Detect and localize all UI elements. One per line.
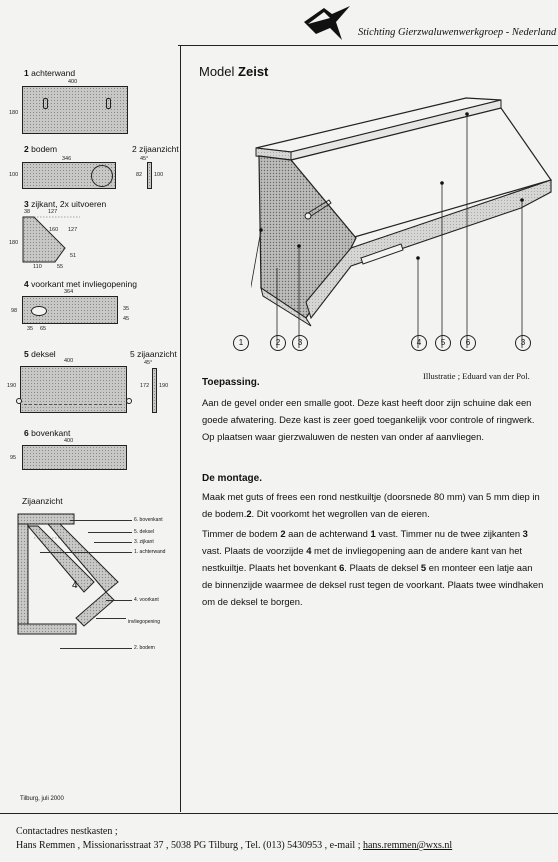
callout-1: 1 (233, 335, 249, 351)
header-rule (178, 45, 558, 46)
entrance-hole (31, 306, 47, 316)
part-5-side-view (152, 368, 157, 413)
part-6-dim-height: 95 (10, 455, 17, 461)
part-4-dim-side-b: 45 (123, 316, 130, 322)
montage-title: De montage. (202, 473, 263, 484)
part-5-side-title: 5 zijaanzicht (130, 349, 177, 359)
side-label-invliegopening: invliegopening (128, 619, 160, 625)
side-label-bovenkant: 6. bovenkant (134, 517, 163, 523)
part-2-dim-width: 346 (62, 156, 72, 162)
part-4-dim-bottom-b: 65 (40, 326, 47, 332)
side-label-bodem: 2. bodem (134, 645, 155, 651)
part-4-title: 4 voorkant met invliegopening (24, 279, 137, 289)
part-5-pin-right (126, 398, 132, 404)
model-title: Model Zeist (199, 64, 269, 79)
part-4-dim-bottom-a: 35 (27, 326, 34, 332)
swift-bird-logo (302, 4, 354, 44)
part-5-dim-width: 400 (64, 358, 74, 364)
footer-rule (0, 813, 558, 814)
part-4-dim-height: 98 (11, 308, 18, 314)
callout-6: 6 (460, 335, 476, 351)
part-3-dim-c: 180 (9, 240, 19, 246)
part-5-dim-height: 190 (7, 383, 17, 389)
part-2-side-angle: 45° (140, 156, 149, 162)
part-6-title: 6 bovenkant (24, 428, 71, 438)
side-label-achterwand: 1. achterwand (134, 549, 166, 555)
left-panel (0, 50, 180, 810)
side-label-zijkant: 3. zijkant (134, 539, 154, 545)
side-label-voorkant: 4. voorkant (134, 597, 159, 603)
part-3-dim-b: 127 (48, 209, 58, 215)
part-2-side-dim-a: 82 (136, 172, 143, 178)
callout-2: 2 (270, 335, 286, 351)
side-label-deksel: 5. deksel (134, 529, 155, 535)
part-1-title: 1 achterwand (24, 68, 76, 78)
part-3-dim-i: 55 (57, 264, 64, 270)
montage-paragraph-2: Timmer de bodem 2 aan de achterwand 1 vast. Timmer nu de twee zijkanten 3 vast. Plaats de voorzijde 4 met de invliegopening aan de andere kant van het nestkuiltje. Plaats het bovenkant 6. Plaats de deksel 5 en monteer een latje aan de binnenzijde waarmee de deksel rust tegen de voorkant. Plaats twee windhaken om de deksel te borgen. (202, 528, 544, 607)
right-panel (181, 50, 558, 810)
callout-3: 3 (292, 335, 308, 351)
part-5-title: 5 deksel (24, 349, 56, 359)
header (0, 0, 558, 50)
part-2-title: 2 bodem (24, 144, 58, 154)
part-3-zijkant (20, 214, 80, 266)
callout-4: 4 (411, 335, 427, 351)
part-2-side-title: 2 zijaanzicht (132, 144, 179, 154)
part-5-side-angle: 45° (144, 360, 153, 366)
toepassing-text: Aan de gevel onder een smalle goot. Deze kast heeft door zijn schuine dak een goede afwatering. Deze kast is zeer goed toegankelijk voor controle of ringwerk. Op plaatsen waar gierzwaluwen de nesten van onder af aanvliegen. (202, 397, 535, 442)
contact-title: Contactadres nestkasten ; (16, 826, 118, 837)
part-4-dim-width: 364 (64, 289, 74, 295)
part-1-achterwand (22, 86, 128, 134)
part-5-side-dim-a: 172 (140, 383, 150, 389)
part-1-dim-width: 400 (68, 79, 78, 85)
part-1-slot-left (43, 98, 48, 109)
part-5-inner-line (24, 404, 122, 405)
callout-5: 5 (435, 335, 451, 351)
part-2-dim-height: 100 (9, 172, 19, 178)
illustration-credit: Illustratie ; Eduard van der Pol. (423, 371, 530, 381)
part-1-dim-height: 180 (9, 110, 19, 116)
part-1-slot-right (106, 98, 111, 109)
nestbox-illustration (251, 88, 558, 348)
part-2-side-view (147, 162, 152, 189)
nest-hollow-circle (91, 165, 113, 187)
part-3-dim-d: 160 (49, 227, 59, 233)
part-3-dim-g: 51 (70, 253, 77, 259)
email-link[interactable]: hans.remmen@wxs.nl (362, 840, 453, 851)
toepassing-title: Toepassing. (202, 377, 260, 388)
part-5-deksel (20, 366, 127, 413)
date-line: Tilburg, juli 2000 (20, 796, 64, 802)
part-2-side-dim-b: 100 (154, 172, 164, 178)
part-6-bovenkant (22, 445, 127, 470)
part-3-title: 3 zijkant, 2x uitvoeren (24, 199, 107, 209)
svg-text:4: 4 (72, 580, 78, 591)
callout-3b: 3 (515, 335, 531, 351)
part-4-dim-side-a: 35 (123, 306, 130, 312)
contact-line: Hans Remmen , Missionarisstraat 37 , 5038 PG Tilburg , Tel. (013) 5430953 , e-mail ; hans.remmen@wxs.nl (16, 840, 453, 851)
side-view-title: Zijaanzicht (22, 496, 63, 506)
part-3-dim-a: 38 (24, 209, 31, 215)
montage-paragraph-1: Maak met guts of frees een rond nestkuiltje (doorsnede 80 mm) van 5 mm diep in de bodem.2. Dit voorkomt het wegrollen van de eieren. (202, 491, 540, 519)
part-5-side-dim-b: 190 (159, 383, 169, 389)
part-5-pin-left (16, 398, 22, 404)
part-3-dim-h: 110 (33, 264, 42, 270)
part-6-dim-width: 400 (64, 438, 74, 444)
org-name: Stichting Gierzwaluwenwerkgroep - Nederland (358, 27, 557, 38)
part-3-dim-e: 127 (68, 227, 78, 233)
side-view-leader-lines (70, 520, 130, 640)
